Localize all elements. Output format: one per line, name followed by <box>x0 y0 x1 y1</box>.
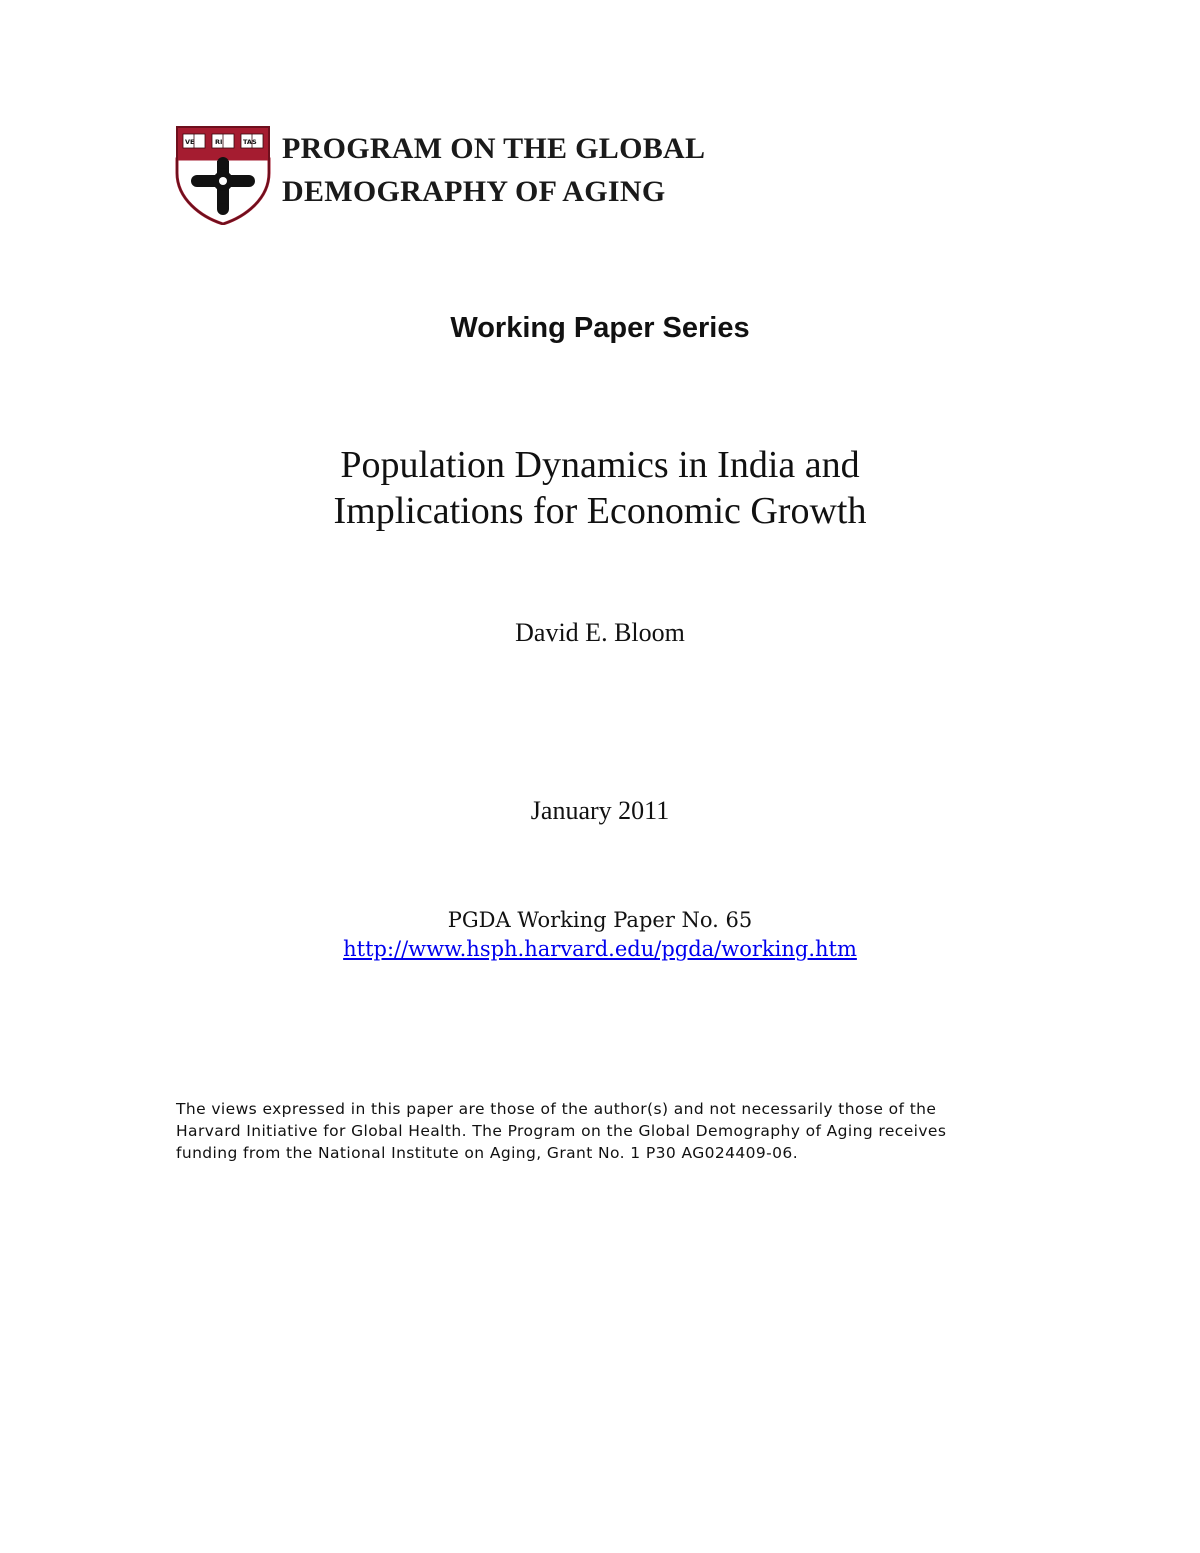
shield-book-text-3: TAS <box>243 138 257 146</box>
paper-title <box>0 442 1200 534</box>
shield-book-text-2: RI <box>215 138 223 146</box>
disclaimer <box>176 1098 1026 1164</box>
paper-title-line-1: Population Dynamics in India and <box>340 444 860 486</box>
author-name: David E. Bloom <box>515 618 685 647</box>
disclaimer-line-2: Harvard Initiative for Global Health. The Program on the Global Demography of Aging receives <box>176 1122 947 1140</box>
program-title <box>282 130 705 216</box>
working-papers-link-row <box>0 937 1200 961</box>
series-heading: Working Paper Series <box>450 312 750 344</box>
program-title-line-1: PROGRAM ON THE GLOBAL <box>282 132 706 165</box>
working-papers-link[interactable]: http://www.hsph.harvard.edu/pgda/working.htm <box>343 937 857 961</box>
working-paper-number: PGDA Working Paper No. 65 <box>447 908 753 932</box>
harvard-shield-logo-icon <box>175 125 271 225</box>
disclaimer-line-3: funding from the National Institute on Aging, Grant No. 1 P30 AG024409-06. <box>176 1144 799 1162</box>
paper-title-line-2: Implications for Economic Growth <box>333 490 867 532</box>
publication-date: January 2011 <box>530 796 670 825</box>
shield-book-text-1: VE <box>185 138 195 146</box>
disclaimer-line-1: The views expressed in this paper are those of the author(s) and not necessarily those of the <box>176 1100 937 1118</box>
program-title-line-2: DEMOGRAPHY OF AGING <box>282 175 666 208</box>
